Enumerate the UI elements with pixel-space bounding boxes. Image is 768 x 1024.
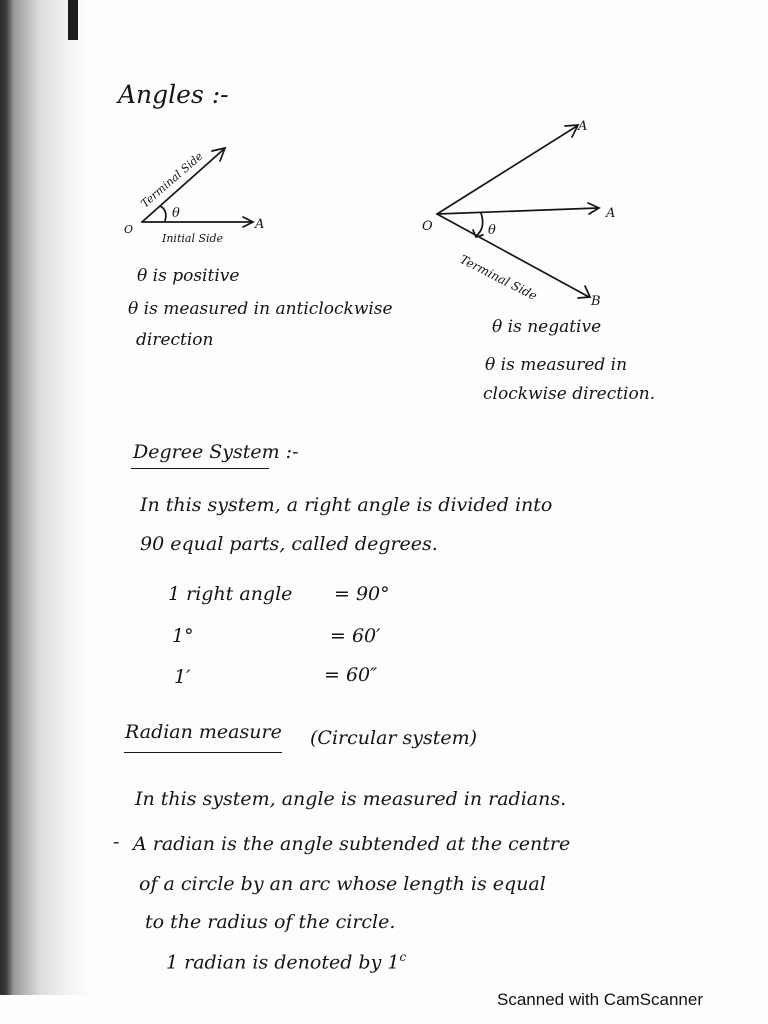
right-note-2: θ is measured in <box>485 355 628 375</box>
equation-2-lhs: 1° <box>172 625 194 647</box>
origin-label-right: O <box>422 219 433 234</box>
point-a-top-label: A <box>578 119 588 134</box>
equation-2-rhs: = 60′ <box>330 625 381 647</box>
radian-bullet: - <box>113 831 120 853</box>
ray-oa-top <box>437 126 577 214</box>
right-note-3: clockwise direction. <box>483 384 656 404</box>
left-note-2: θ is measured in anticlockwise <box>128 299 393 319</box>
point-a-label-left: A <box>255 217 265 232</box>
radian-denoted-superscript: c <box>399 950 407 964</box>
degree-text-1: In this system, a right angle is divided into <box>140 494 553 516</box>
page-title: Angles :- <box>118 80 229 109</box>
theta-label-left: θ <box>172 206 180 221</box>
terminal-side-label-right: Terminal Side <box>457 252 540 304</box>
right-note-1: θ is negative <box>492 317 602 337</box>
radian-heading-underline <box>124 752 282 753</box>
radian-heading-note: (Circular system) <box>310 727 478 749</box>
equation-3-rhs: = 60″ <box>324 664 378 686</box>
equation-3-lhs: 1′ <box>174 666 191 688</box>
radian-text-4: to the radius of the circle. <box>145 911 396 933</box>
scanner-watermark: Scanned with CamScanner <box>497 990 704 1009</box>
initial-side-label: Initial Side <box>162 232 224 245</box>
left-note-1: θ is positive <box>137 266 240 286</box>
origin-label-left: O <box>124 223 134 236</box>
radian-text-2: A radian is the angle subtended at the centre <box>133 833 571 855</box>
point-b-label: B <box>591 294 601 309</box>
angle-arc-left <box>160 206 166 221</box>
radian-denoted-text: 1 radian is denoted by 1 <box>166 951 400 974</box>
radian-text-1: In this system, angle is measured in radians. <box>135 788 567 810</box>
theta-label-right: θ <box>488 223 496 238</box>
degree-heading: Degree System :- <box>133 441 299 463</box>
ray-oa-mid <box>437 208 598 214</box>
radian-text-3: of a circle by an arc whose length is equal <box>139 873 546 895</box>
left-note-3: direction <box>136 330 214 350</box>
radian-denoted <box>166 950 406 973</box>
degree-heading-underline <box>131 468 269 469</box>
radian-heading: Radian measure <box>125 721 282 743</box>
degree-text-2: 90 equal parts, called degrees. <box>140 533 438 555</box>
equation-1-rhs: = 90° <box>334 583 390 605</box>
point-a-mid-label: A <box>606 206 616 221</box>
terminal-side-label-left: Terminal Side <box>138 149 206 211</box>
equation-1-lhs: 1 right angle <box>168 583 293 605</box>
angle-arc-right <box>476 213 483 236</box>
